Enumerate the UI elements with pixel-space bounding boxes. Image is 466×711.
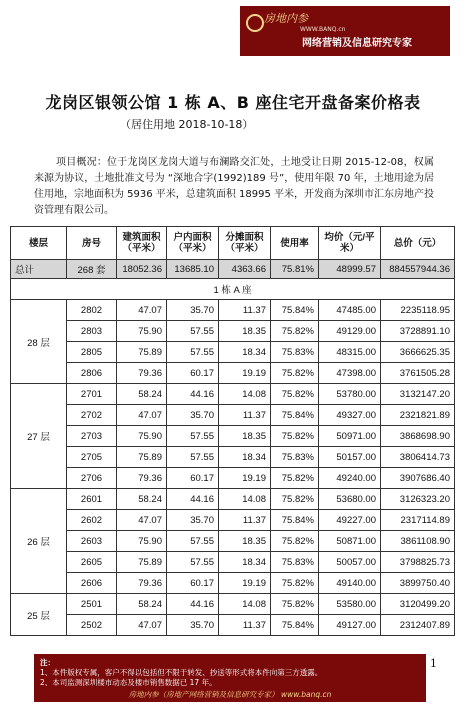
cell-usage: 75.84% xyxy=(271,300,319,321)
cell-build-area: 79.36 xyxy=(117,573,167,594)
cell-avg-price: 49129.00 xyxy=(319,321,381,342)
cell-build-area: 75.90 xyxy=(117,531,167,552)
table-row xyxy=(11,300,455,321)
cell-shared-area: 11.37 xyxy=(219,510,271,531)
page-subtitle: （居住用地 2018-10-18） xyxy=(120,118,254,131)
cell-avg-price: 49240.00 xyxy=(319,468,381,489)
cell-usage: 75.82% xyxy=(271,573,319,594)
floor-label: 26 层 xyxy=(11,489,67,594)
cell-build-area: 75.90 xyxy=(117,321,167,342)
cell-total-price: 3868698.90 xyxy=(381,426,455,447)
cell-avg-price: 53680.00 xyxy=(319,489,381,510)
cell-shared-area: 11.37 xyxy=(219,615,271,636)
footer-note-1: 1、本件版权专属，客户不得以包括但不限于转发、抄送等形式将本件向第三方透露。 xyxy=(40,668,323,677)
total-shared-area: 4363.66 xyxy=(219,260,271,279)
cell-build-area: 58.24 xyxy=(117,489,167,510)
cell-avg-price: 47485.00 xyxy=(319,300,381,321)
cell-room: 2805 xyxy=(67,342,117,363)
cell-build-area: 47.07 xyxy=(117,615,167,636)
table-header-row xyxy=(11,227,455,260)
cell-avg-price: 53580.00 xyxy=(319,594,381,615)
cell-total-price: 3728891.10 xyxy=(381,321,455,342)
cell-total-price: 3126323.20 xyxy=(381,489,455,510)
cell-usage: 75.84% xyxy=(271,510,319,531)
cell-avg-price: 49327.00 xyxy=(319,405,381,426)
cell-room: 2706 xyxy=(67,468,117,489)
cell-total-price: 2317114.89 xyxy=(381,510,455,531)
cell-build-area: 75.89 xyxy=(117,447,167,468)
header-usage: 使用率 xyxy=(271,227,319,260)
cell-inner-area: 57.55 xyxy=(167,531,219,552)
cell-room: 2701 xyxy=(67,384,117,405)
cell-usage: 75.82% xyxy=(271,594,319,615)
cell-usage: 75.82% xyxy=(271,384,319,405)
cell-build-area: 47.07 xyxy=(117,300,167,321)
cell-room: 2602 xyxy=(67,510,117,531)
cell-avg-price: 47398.00 xyxy=(319,363,381,384)
total-inner-area: 13685.10 xyxy=(167,260,219,279)
cell-shared-area: 14.08 xyxy=(219,489,271,510)
cell-shared-area: 19.19 xyxy=(219,363,271,384)
floor-label: 28 层 xyxy=(11,300,67,384)
cell-build-area: 75.89 xyxy=(117,342,167,363)
cell-usage: 75.83% xyxy=(271,552,319,573)
cell-avg-price: 48315.00 xyxy=(319,342,381,363)
cell-total-price: 3861108.90 xyxy=(381,531,455,552)
cell-inner-area: 60.17 xyxy=(167,363,219,384)
cell-room: 2803 xyxy=(67,321,117,342)
section-label: 1 栋 A 座 xyxy=(11,279,455,300)
cell-usage: 75.84% xyxy=(271,405,319,426)
table-row xyxy=(11,594,455,615)
cell-usage: 75.83% xyxy=(271,342,319,363)
cell-build-area: 47.07 xyxy=(117,510,167,531)
footer-signature: 房地内参（房地产网络营销及信息研究专家） www.banq.cn xyxy=(128,690,332,699)
cell-shared-area: 14.08 xyxy=(219,384,271,405)
cell-shared-area: 18.34 xyxy=(219,342,271,363)
cell-usage: 75.82% xyxy=(271,489,319,510)
floor-label: 25 层 xyxy=(11,594,67,636)
cell-room: 2806 xyxy=(67,363,117,384)
header-build-area: 建筑面积（平米） xyxy=(117,227,167,260)
cell-room: 2702 xyxy=(67,405,117,426)
table-row xyxy=(11,321,455,342)
cell-inner-area: 44.16 xyxy=(167,594,219,615)
cell-usage: 75.82% xyxy=(271,531,319,552)
cell-room: 2502 xyxy=(67,615,117,636)
cell-build-area: 75.90 xyxy=(117,426,167,447)
cell-inner-area: 44.16 xyxy=(167,384,219,405)
brand-tagline: 网络营销及信息研究专家 xyxy=(302,38,412,49)
cell-inner-area: 44.16 xyxy=(167,489,219,510)
cell-shared-area: 18.34 xyxy=(219,552,271,573)
table-row xyxy=(11,489,455,510)
cell-build-area: 75.89 xyxy=(117,552,167,573)
total-count: 268 套 xyxy=(67,260,117,279)
cell-usage: 75.82% xyxy=(271,321,319,342)
cell-total-price: 3120499.20 xyxy=(381,594,455,615)
cell-room: 2605 xyxy=(67,552,117,573)
cell-shared-area: 19.19 xyxy=(219,573,271,594)
cell-total-price: 3806414.73 xyxy=(381,447,455,468)
total-row xyxy=(11,260,455,279)
table-row xyxy=(11,363,455,384)
cell-build-area: 58.24 xyxy=(117,384,167,405)
price-table xyxy=(10,226,455,636)
cell-usage: 75.82% xyxy=(271,426,319,447)
page-number: 1 xyxy=(430,657,437,670)
section-row xyxy=(11,279,455,300)
header-room: 房号 xyxy=(67,227,117,260)
cell-total-price: 3798825.73 xyxy=(381,552,455,573)
table-row xyxy=(11,468,455,489)
cell-inner-area: 35.70 xyxy=(167,300,219,321)
floor-label: 27 层 xyxy=(11,384,67,489)
cell-room: 2703 xyxy=(67,426,117,447)
cell-avg-price: 49140.00 xyxy=(319,573,381,594)
cell-shared-area: 18.35 xyxy=(219,321,271,342)
cell-usage: 75.84% xyxy=(271,615,319,636)
cell-avg-price: 50157.00 xyxy=(319,447,381,468)
cell-avg-price: 50971.00 xyxy=(319,426,381,447)
cell-usage: 75.83% xyxy=(271,447,319,468)
cell-total-price: 2321821.89 xyxy=(381,405,455,426)
header-inner-area: 户内面积（平米） xyxy=(167,227,219,260)
cell-room: 2601 xyxy=(67,489,117,510)
cell-room: 2603 xyxy=(67,531,117,552)
cell-total-price: 3761505.28 xyxy=(381,363,455,384)
header-avg-price: 均价（元/平米） xyxy=(319,227,381,260)
total-label: 总计 xyxy=(11,260,67,279)
table-row xyxy=(11,510,455,531)
cell-inner-area: 57.55 xyxy=(167,321,219,342)
cell-inner-area: 57.55 xyxy=(167,447,219,468)
cell-room: 2606 xyxy=(67,573,117,594)
cell-shared-area: 18.35 xyxy=(219,426,271,447)
cell-shared-area: 18.35 xyxy=(219,531,271,552)
cell-shared-area: 11.37 xyxy=(219,405,271,426)
cell-inner-area: 57.55 xyxy=(167,552,219,573)
table-row xyxy=(11,342,455,363)
cell-room: 2705 xyxy=(67,447,117,468)
total-avg-price: 48999.57 xyxy=(319,260,381,279)
table-row xyxy=(11,552,455,573)
header-banner xyxy=(240,6,450,56)
header-total-price: 总价（元） xyxy=(381,227,455,260)
cell-total-price: 3132147.20 xyxy=(381,384,455,405)
cell-room: 2501 xyxy=(67,594,117,615)
project-summary: 项目概况：位于龙岗区龙岗大道与布澜路交汇处，土地受让日期 2015-12-08，权属来源为协议，土地批准文号为 “深地合字(1992)189 号”，使用年限 70 年，土地用途为居住用地，宗地面积为 5936 平米，总建筑面积 18995 平米，开发商为深圳市汇东房地产投资管理有限公司。 xyxy=(34,157,434,216)
table-row xyxy=(11,405,455,426)
cell-total-price: 2235118.95 xyxy=(381,300,455,321)
total-usage: 75.81% xyxy=(271,260,319,279)
header-shared-area: 分摊面积（平米） xyxy=(219,227,271,260)
cell-usage: 75.82% xyxy=(271,363,319,384)
cell-shared-area: 19.19 xyxy=(219,468,271,489)
cell-build-area: 79.36 xyxy=(117,468,167,489)
cell-avg-price: 49227.00 xyxy=(319,510,381,531)
brand-url: WWW.BANQ.cn xyxy=(300,26,346,33)
page-title: 龙岗区银领公馆 1 栋 A、B 座住宅开盘备案价格表 xyxy=(45,93,421,112)
cell-inner-area: 57.55 xyxy=(167,342,219,363)
cell-shared-area: 18.34 xyxy=(219,447,271,468)
footer-notes xyxy=(34,654,426,702)
cell-avg-price: 53780.00 xyxy=(319,384,381,405)
cell-avg-price: 50871.00 xyxy=(319,531,381,552)
table-row xyxy=(11,426,455,447)
total-total-price: 884557944.36 xyxy=(381,260,455,279)
cell-inner-area: 57.55 xyxy=(167,426,219,447)
brand-name: 房地内参 xyxy=(264,12,308,25)
cell-total-price: 3666625.35 xyxy=(381,342,455,363)
cell-total-price: 3899750.40 xyxy=(381,573,455,594)
cell-usage: 75.82% xyxy=(271,468,319,489)
cell-build-area: 79.36 xyxy=(117,363,167,384)
cell-inner-area: 35.70 xyxy=(167,510,219,531)
cell-total-price: 2312407.89 xyxy=(381,615,455,636)
cell-build-area: 58.24 xyxy=(117,594,167,615)
cell-shared-area: 14.08 xyxy=(219,594,271,615)
cell-shared-area: 11.37 xyxy=(219,300,271,321)
table-row xyxy=(11,531,455,552)
cell-avg-price: 50057.00 xyxy=(319,552,381,573)
cell-inner-area: 35.70 xyxy=(167,615,219,636)
table-row xyxy=(11,573,455,594)
total-build-area: 18052.36 xyxy=(117,260,167,279)
table-row xyxy=(11,384,455,405)
header-floor: 楼层 xyxy=(11,227,67,260)
cell-build-area: 47.07 xyxy=(117,405,167,426)
footer-note-2: 2、本司监测深圳楼市动态及楼市销售数据已 17 年。 xyxy=(40,678,217,687)
cell-avg-price: 49127.00 xyxy=(319,615,381,636)
cell-inner-area: 60.17 xyxy=(167,468,219,489)
table-row xyxy=(11,447,455,468)
cell-inner-area: 35.70 xyxy=(167,405,219,426)
footer-note-label: 注： xyxy=(40,658,55,667)
cell-total-price: 3907686.40 xyxy=(381,468,455,489)
cell-room: 2802 xyxy=(67,300,117,321)
table-row xyxy=(11,615,455,636)
cell-inner-area: 60.17 xyxy=(167,573,219,594)
house-logo-icon xyxy=(246,14,264,32)
